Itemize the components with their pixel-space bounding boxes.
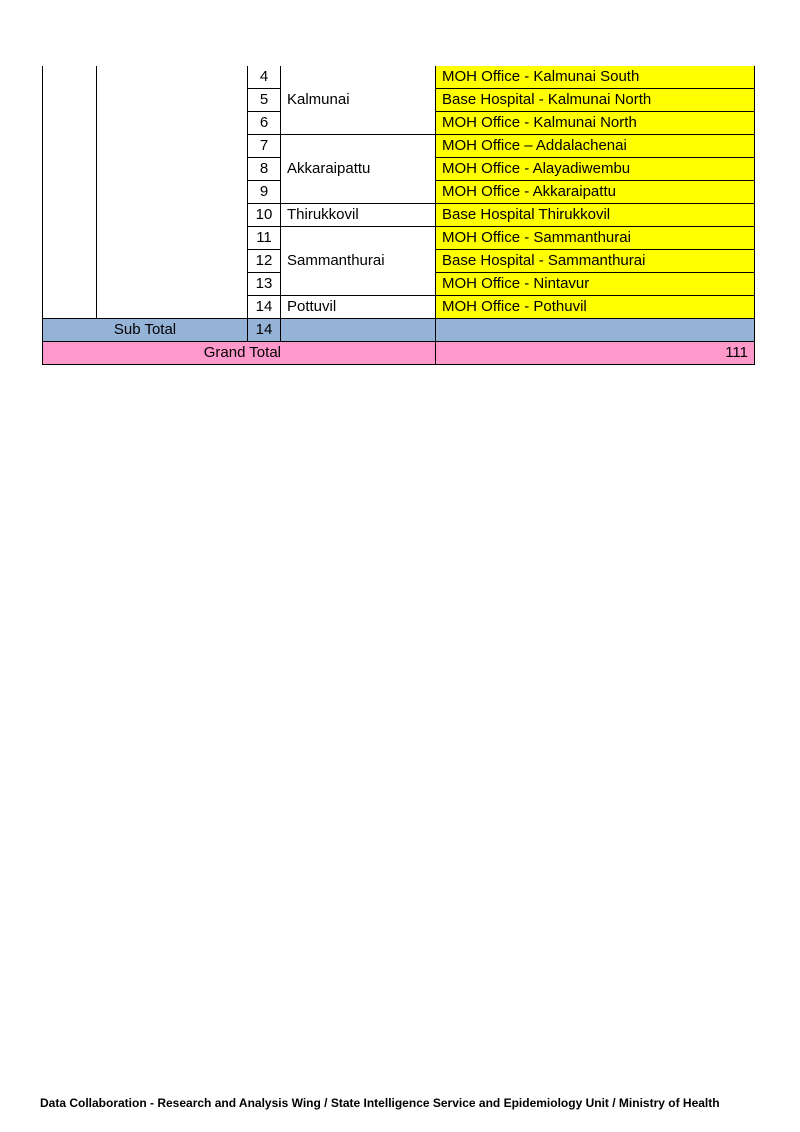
site-name: MOH Office - Pothuvil xyxy=(436,296,755,319)
area-kalmunai: Kalmunai xyxy=(281,66,436,135)
site-name: Base Hospital - Kalmunai North xyxy=(436,89,755,112)
row-number: 14 xyxy=(248,296,281,319)
row-number: 5 xyxy=(248,89,281,112)
table-row xyxy=(43,66,755,89)
grand-total-row xyxy=(43,342,755,365)
area-sammanthurai: Sammanthurai xyxy=(281,227,436,296)
site-name: MOH Office - Alayadiwembu xyxy=(436,158,755,181)
row-number: 10 xyxy=(248,204,281,227)
grand-total-label: Grand Total xyxy=(43,342,436,365)
site-name: Base Hospital - Sammanthurai xyxy=(436,250,755,273)
site-name: MOH Office - Kalmunai North xyxy=(436,112,755,135)
row-number: 8 xyxy=(248,158,281,181)
area-thirukkovil: Thirukkovil xyxy=(281,204,436,227)
row-number: 12 xyxy=(248,250,281,273)
row-number: 6 xyxy=(248,112,281,135)
sites-table xyxy=(42,66,755,365)
site-name: MOH Office – Addalachenai xyxy=(436,135,755,158)
sub-total-value: 14 xyxy=(248,319,281,342)
site-name: MOH Office - Nintavur xyxy=(436,273,755,296)
sub-total-label: Sub Total xyxy=(43,319,248,342)
site-name: MOH Office - Kalmunai South xyxy=(436,66,755,89)
area-akkaraipattu: Akkaraipattu xyxy=(281,135,436,204)
site-name: MOH Office - Sammanthurai xyxy=(436,227,755,250)
row-number: 4 xyxy=(248,66,281,89)
blank-cell-col1 xyxy=(43,66,97,319)
row-number: 9 xyxy=(248,181,281,204)
site-name: MOH Office - Akkaraipattu xyxy=(436,181,755,204)
row-number: 7 xyxy=(248,135,281,158)
row-number: 11 xyxy=(248,227,281,250)
area-pottuvil: Pottuvil xyxy=(281,296,436,319)
site-name: Base Hospital Thirukkovil xyxy=(436,204,755,227)
sub-total-row xyxy=(43,319,755,342)
sub-total-blank xyxy=(436,319,755,342)
grand-total-value: 111 xyxy=(436,342,755,365)
blank-cell-col2 xyxy=(97,66,248,319)
page-footer: Data Collaboration - Research and Analysis Wing / State Intelligence Service and Epidemiology Unit / Ministry of Health xyxy=(40,1096,720,1110)
row-number: 13 xyxy=(248,273,281,296)
sub-total-blank xyxy=(281,319,436,342)
